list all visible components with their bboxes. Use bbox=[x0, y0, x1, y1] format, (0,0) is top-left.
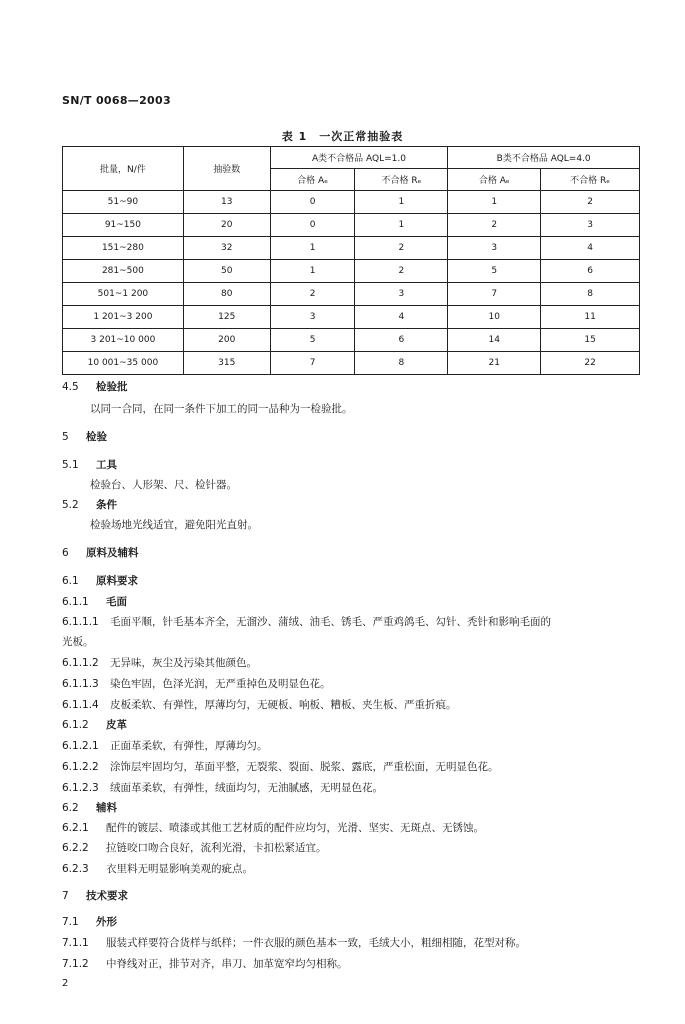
table-cell: 80 bbox=[183, 283, 270, 306]
table-cell: 7 bbox=[448, 283, 541, 306]
header-sample-size: 抽验数 bbox=[183, 147, 270, 191]
heading-text: 外形 bbox=[96, 916, 117, 928]
table-cell: 14 bbox=[448, 329, 541, 352]
table-cell: 281~500 bbox=[63, 260, 184, 283]
header-b-accept: 合格 Aₑ bbox=[448, 169, 541, 191]
table-cell: 8 bbox=[355, 352, 448, 375]
clause-number: 6.1.2.1 bbox=[62, 740, 99, 752]
section-heading bbox=[62, 430, 107, 444]
clause-number: 6.1.1.1 bbox=[62, 616, 99, 628]
clause-number: 6.1.1.4 bbox=[62, 699, 99, 711]
clause-text: 皮板柔软、有弹性，厚薄均匀，无硬板、响板、糟板、夹生板、严重折痕。 bbox=[110, 699, 457, 711]
table-cell: 1 bbox=[355, 191, 448, 214]
clause-number: 6.2 bbox=[62, 802, 79, 814]
table-cell: 3 bbox=[270, 306, 355, 329]
table-cell: 3 bbox=[541, 214, 640, 237]
heading-text: 检验批 bbox=[96, 381, 128, 393]
page-number: 2 bbox=[62, 978, 69, 989]
clause-item bbox=[62, 677, 331, 691]
heading-text: 皮革 bbox=[106, 719, 127, 731]
clause-text: 服装式样要符合货样与纸样；一件衣服的颜色基本一致，毛绒大小，粗细相随，花型对称。 bbox=[106, 937, 526, 949]
table-cell: 50 bbox=[183, 260, 270, 283]
clause-text: 以同一合同，在同一条件下加工的同一品种为一检验批。 bbox=[90, 403, 353, 415]
clause-number: 4.5 bbox=[62, 381, 79, 393]
section-heading bbox=[62, 498, 117, 512]
table-row bbox=[63, 191, 640, 214]
header-a-accept: 合格 Aₑ bbox=[270, 169, 355, 191]
section-heading bbox=[62, 574, 138, 588]
body-paragraph bbox=[90, 402, 353, 416]
section-heading bbox=[62, 915, 117, 929]
clause-text: 配件的镀层、喷漆或其他工艺材质的配件应均匀，光滑、坚实、无斑点、无锈蚀。 bbox=[106, 822, 484, 834]
table-cell: 4 bbox=[355, 306, 448, 329]
table-cell: 2 bbox=[355, 237, 448, 260]
table-cell: 20 bbox=[183, 214, 270, 237]
clause-number: 6.1.2.2 bbox=[62, 761, 99, 773]
table-cell: 10 bbox=[448, 306, 541, 329]
table-cell: 5 bbox=[270, 329, 355, 352]
heading-text: 辅料 bbox=[96, 802, 117, 814]
table-cell: 8 bbox=[541, 283, 640, 306]
clause-number: 5 bbox=[62, 431, 69, 443]
clause-item bbox=[62, 936, 526, 950]
table-cell: 1 bbox=[270, 237, 355, 260]
clause-number: 5.2 bbox=[62, 499, 79, 511]
heading-text: 原料及辅料 bbox=[86, 547, 139, 559]
clause-number: 6.2.1 bbox=[62, 822, 89, 834]
table-cell: 2 bbox=[448, 214, 541, 237]
table-row bbox=[63, 329, 640, 352]
clause-text: 检验台、人形架、尺、检针器。 bbox=[90, 479, 237, 491]
header-b-reject: 不合格 Rₑ bbox=[541, 169, 640, 191]
table-cell: 0 bbox=[270, 214, 355, 237]
body-paragraph bbox=[90, 518, 258, 532]
table-cell: 5 bbox=[448, 260, 541, 283]
section-heading bbox=[62, 801, 117, 815]
table-cell: 11 bbox=[541, 306, 640, 329]
table-row bbox=[63, 283, 640, 306]
table-cell: 15 bbox=[541, 329, 640, 352]
table-cell: 3 201~10 000 bbox=[63, 329, 184, 352]
table-cell: 6 bbox=[355, 329, 448, 352]
table-cell: 7 bbox=[270, 352, 355, 375]
clause-number: 6.1 bbox=[62, 575, 79, 587]
clause-number: 7.1.2 bbox=[62, 958, 89, 970]
table-cell: 2 bbox=[355, 260, 448, 283]
heading-text: 毛面 bbox=[106, 596, 127, 608]
table-cell: 91~150 bbox=[63, 214, 184, 237]
clause-text: 染色牢固，色泽光润，无严重掉色及明显色花。 bbox=[110, 678, 331, 690]
table-caption: 表 1 一次正常抽验表 bbox=[281, 130, 404, 143]
clause-number: 6.1.1 bbox=[62, 596, 89, 608]
body-paragraph-continued bbox=[62, 635, 94, 649]
heading-text: 工具 bbox=[96, 459, 117, 471]
section-heading bbox=[62, 458, 117, 472]
clause-item bbox=[62, 841, 327, 855]
table-cell: 501~1 200 bbox=[63, 283, 184, 306]
heading-text: 技术要求 bbox=[86, 890, 128, 902]
table-cell: 21 bbox=[448, 352, 541, 375]
table-cell: 2 bbox=[270, 283, 355, 306]
clause-item bbox=[62, 739, 268, 753]
clause-number: 5.1 bbox=[62, 459, 79, 471]
standard-code: SN/T 0068—2003 bbox=[62, 94, 171, 107]
table-cell: 1 bbox=[355, 214, 448, 237]
table-cell: 315 bbox=[183, 352, 270, 375]
table-cell: 6 bbox=[541, 260, 640, 283]
clause-number: 6.2.2 bbox=[62, 842, 89, 854]
body-paragraph bbox=[90, 478, 237, 492]
section-heading bbox=[62, 718, 127, 732]
clause-text: 拉链咬口吻合良好，流利光滑，卡扣松紧适宜。 bbox=[106, 842, 327, 854]
table-row bbox=[63, 352, 640, 375]
clause-text: 无异味，灰尘及污染其他颜色。 bbox=[110, 657, 257, 669]
table-body bbox=[63, 191, 640, 375]
table-cell: 0 bbox=[270, 191, 355, 214]
clause-text: 中脊线对正，排节对齐，串刀、加革宽窄均匀相称。 bbox=[106, 958, 348, 970]
clause-number: 7.1.1 bbox=[62, 937, 89, 949]
sampling-table bbox=[62, 146, 640, 375]
clause-item bbox=[62, 957, 348, 971]
clause-item bbox=[62, 862, 253, 876]
table-cell: 1 bbox=[448, 191, 541, 214]
table-cell: 13 bbox=[183, 191, 270, 214]
clause-number: 6.1.2 bbox=[62, 719, 89, 731]
table-cell: 4 bbox=[541, 237, 640, 260]
clause-number: 6.2.3 bbox=[62, 863, 89, 875]
table-row bbox=[63, 306, 640, 329]
header-a-reject: 不合格 Rₑ bbox=[355, 169, 448, 191]
table-cell: 1 bbox=[270, 260, 355, 283]
clause-item bbox=[62, 698, 457, 712]
table-cell: 22 bbox=[541, 352, 640, 375]
clause-number: 6 bbox=[62, 547, 69, 559]
table-cell: 200 bbox=[183, 329, 270, 352]
table-cell: 32 bbox=[183, 237, 270, 260]
clause-number: 7 bbox=[62, 890, 69, 902]
clause-text: 检验场地光线适宜，避免阳光直射。 bbox=[90, 519, 258, 531]
table-row bbox=[63, 214, 640, 237]
clause-number: 6.1.1.3 bbox=[62, 678, 99, 690]
heading-text: 条件 bbox=[96, 499, 117, 511]
clause-text: 光板。 bbox=[62, 636, 94, 648]
clause-item bbox=[62, 760, 499, 774]
clause-number: 7.1 bbox=[62, 916, 79, 928]
heading-text: 检验 bbox=[86, 431, 107, 443]
section-heading bbox=[62, 380, 128, 394]
header-group-b: B类不合格品 AQL=4.0 bbox=[448, 147, 640, 169]
table-row bbox=[63, 237, 640, 260]
clause-text: 正面革柔软，有弹性，厚薄均匀。 bbox=[110, 740, 268, 752]
table-cell: 1 201~3 200 bbox=[63, 306, 184, 329]
clause-item bbox=[62, 781, 383, 795]
table-cell: 125 bbox=[183, 306, 270, 329]
section-heading bbox=[62, 595, 127, 609]
section-heading bbox=[62, 546, 139, 560]
table-cell: 151~280 bbox=[63, 237, 184, 260]
table-row bbox=[63, 260, 640, 283]
clause-text: 毛面平顺，针毛基本齐全，无溜沙、蒲绒、油毛、锈毛、严重鸡鸽毛、勾针、秃针和影响毛面的 bbox=[110, 616, 551, 628]
clause-text: 涂饰层牢固均匀，革面平整，无裂浆、裂面、脱浆、露底，严重松面，无明显色花。 bbox=[110, 761, 499, 773]
clause-number: 6.1.1.2 bbox=[62, 657, 99, 669]
header-lot-size: 批量，N/件 bbox=[63, 147, 184, 191]
clause-item bbox=[62, 821, 484, 835]
section-heading bbox=[62, 889, 128, 903]
table-cell: 51~90 bbox=[63, 191, 184, 214]
clause-number: 6.1.2.3 bbox=[62, 782, 99, 794]
table-cell: 3 bbox=[355, 283, 448, 306]
table-cell: 3 bbox=[448, 237, 541, 260]
table-cell: 10 001~35 000 bbox=[63, 352, 184, 375]
header-group-a: A类不合格品 AQL=1.0 bbox=[270, 147, 448, 169]
heading-text: 原料要求 bbox=[96, 575, 138, 587]
clause-item bbox=[62, 656, 257, 670]
clause-text: 绒面革柔软，有弹性，绒面均匀，无油腻感，无明显色花。 bbox=[110, 782, 383, 794]
table-cell: 2 bbox=[541, 191, 640, 214]
clause-text: 衣里料无明显影响美观的疵点。 bbox=[106, 863, 253, 875]
clause-item bbox=[62, 615, 551, 629]
